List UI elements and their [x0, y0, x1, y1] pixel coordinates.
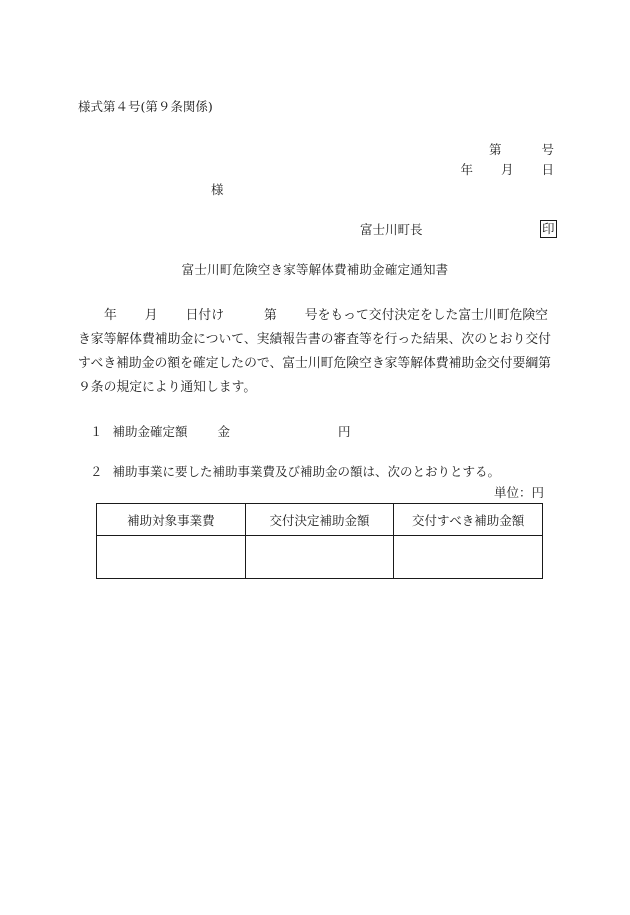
item-1-label: 補助金確定額 [112, 424, 188, 439]
number-prefix: 第 [488, 142, 502, 157]
table-row [97, 536, 543, 579]
cell-eligible-cost [97, 536, 246, 579]
body-year: 年 [104, 308, 117, 323]
header-payable-amount: 交付すべき補助金額 [394, 504, 543, 536]
addressee-suffix: 様 [211, 182, 224, 197]
header-eligible-cost: 補助対象事業費 [97, 504, 246, 536]
amounts-table [96, 503, 543, 579]
number-suffix: 号 [541, 142, 554, 157]
unit-label: 単位：円 [493, 485, 544, 500]
document-number-line [489, 144, 554, 157]
document-title: 富士川町危険空き家等解体費補助金確定通知書 [181, 262, 449, 277]
body-paragraph [78, 304, 558, 400]
body-text: 号をもって交付決定をした富士川町危険空き家等解体費補助金について、実績報告書の審査等を行った結果、次のとおり交付すべき補助金の額を確定したので、富士川町危険空き家等解体費補助金交付要綱第９条の規定により通知します。 [78, 308, 551, 395]
body-dai: 第 [263, 308, 277, 323]
body-month: 月 [144, 308, 158, 323]
item-2-line [90, 466, 500, 479]
date-month: 月 [500, 162, 514, 177]
body-day-ref: 日付け [185, 308, 224, 323]
item-1-kin: 金 [217, 424, 231, 439]
sender-name: 富士川町長 [360, 222, 423, 237]
item-2-number: ２ [90, 464, 103, 479]
date-day: 日 [541, 162, 554, 177]
item-2-text: 補助事業に要した補助事業費及び補助金の額は、次のとおりとする。 [112, 464, 501, 479]
table-header-row [97, 504, 543, 536]
item-1-yen: 円 [338, 424, 351, 439]
date-year: 年 [460, 162, 473, 177]
item-1-line [90, 426, 351, 439]
header-decided-amount: 交付決定補助金額 [245, 504, 394, 536]
seal-mark: 印 [542, 221, 555, 236]
cell-payable-amount [394, 536, 543, 579]
item-1-number: １ [90, 424, 103, 439]
form-label: 様式第４号(第９条関係) [78, 99, 213, 114]
cell-decided-amount [245, 536, 394, 579]
date-line [460, 164, 554, 177]
